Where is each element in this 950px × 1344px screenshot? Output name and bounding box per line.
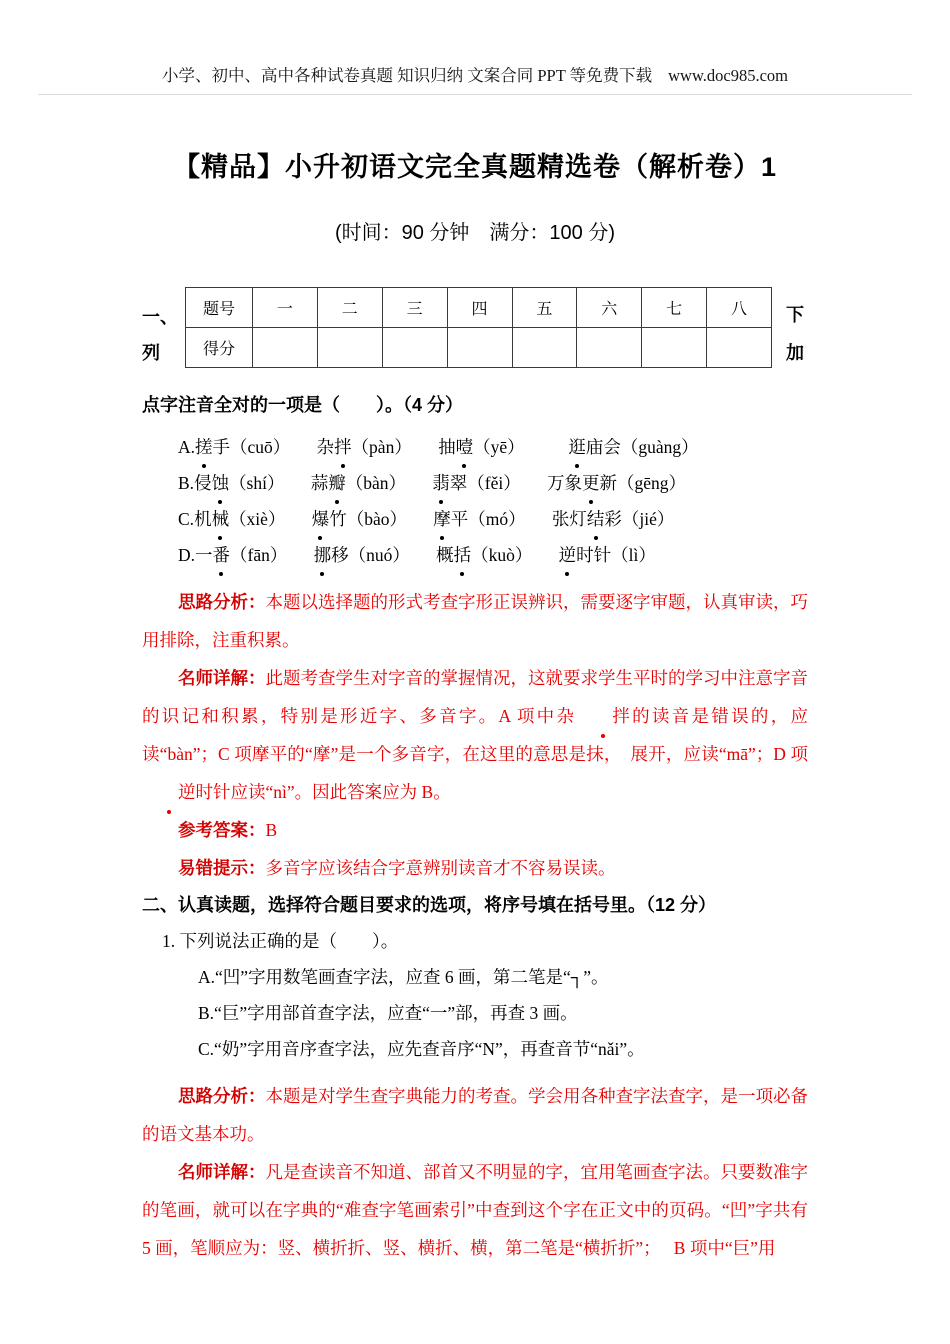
section-one-options [142,429,808,573]
emphasized-char: 搓 [195,429,213,465]
emphasized-char: 更 [582,465,600,501]
section-one-heading: 点字注音全对的一项是（ ）。（4 分） [142,395,464,415]
emphasized-char: 瓣 [328,465,346,501]
emphasized-char: 逆 [559,537,577,573]
question-number-cell: 二 [317,288,382,328]
score-table [185,287,772,368]
text-segment: 时针（lì） [576,545,656,565]
score-cell [253,328,318,368]
text-segment: 机 [194,509,212,529]
emphasized-char: 拌 [576,697,630,735]
section-two-analysis-paragraph [142,1077,808,1153]
score-cell [317,328,382,368]
section-one-heading-fragment: 一、 [142,307,178,327]
question-1: 1. 下列说法正确的是（ ）。 [162,931,399,951]
text-segment: 竹（bào） [329,509,434,529]
score-cell [642,328,707,368]
page-title: 【精品】小升初语文完全真题精选卷（解析卷）1 [172,152,777,182]
text-segment: D. [178,545,196,565]
question-1-option-b: B.“巨”字用部首查字法，应查“一”部，再查 3 画。 [198,1003,578,1023]
text-segment: 一 [195,545,213,565]
section-one-heading-fragment: 列 [142,343,160,363]
site-url[interactable]: www.doc985.com [668,66,789,85]
header-text: 小学、初中、高中各种试卷真题 知识归纳 文案合同 PPT 等免费下载 [161,66,653,85]
score-cell [512,328,577,368]
score-cell [382,328,447,368]
label-segment: 参考答案： [178,820,266,840]
text-segment: 平（mó） 张灯 [450,509,587,529]
text-segment: 侵 [194,473,212,493]
text-segment: 彩（jié） [604,509,675,529]
section-two-detail-paragraph [142,1153,808,1267]
text-segment: （kuò） [471,545,559,565]
answer-paragraph [142,811,808,849]
score-cell [707,328,772,368]
site-header [0,0,950,86]
question-number-cell: 七 [642,288,707,328]
text-segment: B [265,820,278,840]
section-two-explanation [142,1077,808,1267]
label-segment: 名师详解： [178,668,266,688]
section-two-heading: 二、认真读题，选择符合题目要求的选项，将序号填在括号里。（12 分） [142,895,717,915]
text-segment: 的读音是错误的，应读“bàn”；C 项摩平的“摩”是一个多音字，在这里的意思是抹， 展开，应读“mā”；D 项 [142,706,809,764]
text-segment: 庙会（guàng） [585,437,699,457]
option-c [142,501,808,537]
section-one-heading-fragment: 下 [786,305,804,325]
emphasized-char: 爆 [312,501,330,537]
question-number-cell: 八 [707,288,772,328]
label-segment: 思路分析： [178,592,266,612]
question-number-cell: 四 [447,288,512,328]
text-segment: 手（cuō） 杂 [212,437,335,457]
emphasized-char: 结 [587,501,605,537]
label-segment: 名师详解： [178,1162,266,1182]
option-b [142,465,808,501]
question-1-option-c: C.“奶”字用音序查字法，应先查音序“N”，再查音节“nǎi”。 [198,1039,645,1059]
header-divider [38,94,912,95]
question-number-cell: 五 [512,288,577,328]
option-a [142,429,808,465]
emphasized-char: 翡 [432,465,450,501]
text-segment: A. [178,437,196,457]
emphasized-char: 括 [454,537,472,573]
emphasized-char: 逛 [568,429,586,465]
question-1-option-a: A.“凹”字用数笔画查字法，应查 6 画，第二笔是“┐”。 [198,967,609,987]
emphasized-char: 挪 [314,537,332,573]
emphasized-char: 噎 [456,429,474,465]
score-row [186,328,772,368]
text-segment: 多音字应该结合字意辨别读音才不容易误读。 [265,858,616,878]
emphasized-char: 械 [212,501,230,537]
emphasized-char: 蚀 [212,465,230,501]
option-d [142,537,808,573]
emphasized-char: 摩 [433,501,451,537]
score-table-zone [142,287,808,367]
text-segment: 新（gēng） [599,473,687,493]
detail-paragraph [142,659,808,811]
emphasized-char: 番 [213,537,231,573]
section-one-heading-fragment: 加 [786,343,804,363]
text-segment: C. [178,509,195,529]
text-segment: （yē） [473,437,569,457]
section-one-explanation [142,583,808,887]
text-segment: 翠（fěi） 万象 [449,473,582,493]
question-number-cell: 三 [382,288,447,328]
text-segment: （pàn） 抽 [351,437,456,457]
text-segment: （fān） [230,545,314,565]
question-number-cell: 一 [253,288,318,328]
text-segment: B. [178,473,195,493]
emphasized-char: 逆 [142,773,196,811]
text-segment: （shí） 蒜 [229,473,329,493]
text-segment: 本题以选择题的形式考查字形正误辨识，需要逐字审题，认真审读，巧用排除，注重积累。 [142,592,808,650]
emphasized-char: 拌 [334,429,352,465]
question-number-row [186,288,772,328]
analysis-paragraph [142,583,808,659]
document-body [142,287,808,1267]
text-segment: 时针应读“nì”。因此答案应为 B。 [195,782,451,802]
question-number-cell: 六 [577,288,642,328]
score-cell [447,328,512,368]
exam-meta: (时间：90 分钟 满分：100 分) [334,222,616,244]
text-segment: （bàn） [345,473,433,493]
score-cell [577,328,642,368]
text-segment: 本题是对学生查字典能力的考查。学会用各种查字法查字，是一项必备的语文基本功。 [142,1086,808,1144]
text-segment: 此题考查学生对字音的掌握情况，这就要求学生平时的学习中注意字音的识记和积累，特别是形近字、多音字。A 项中杂 [142,668,808,726]
text-segment: 移（nuó） 概 [331,545,454,565]
text-segment: （xiè） [229,509,312,529]
label-segment: 思路分析： [178,1086,266,1106]
text-segment: 凡是查读音不知道、部首又不明显的字，宜用笔画查字法。只要数准字的笔画，就可以在字典的“难查字笔画索引”中查到这个字在正文中的页码。“凹”字共有 5 画，笔顺应为：竖、横折折、竖、横折、横，第二笔是“横折折”； B 项中“巨”用 [142,1162,808,1258]
label-segment: 易错提示： [178,858,266,878]
score-label-cell: 得分 [186,328,253,368]
question-number-label-cell: 题号 [186,288,253,328]
tip-paragraph [142,849,808,887]
